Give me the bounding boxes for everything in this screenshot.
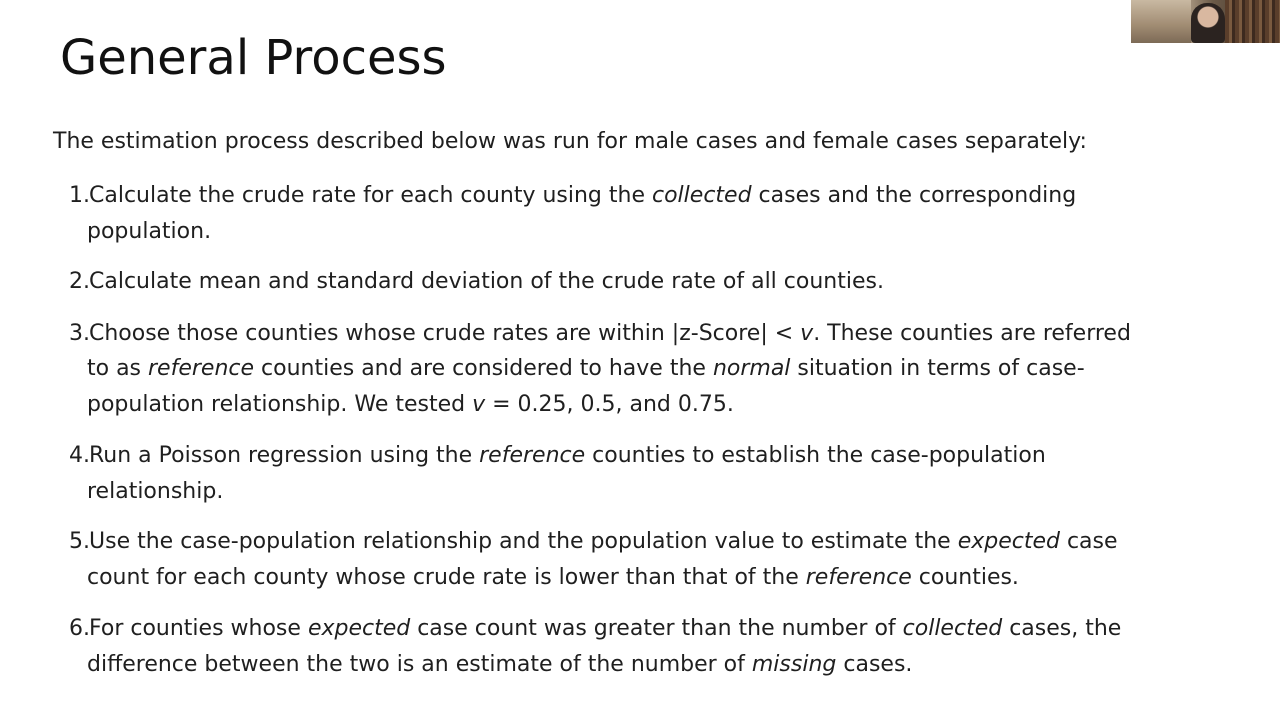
step-text xyxy=(89,264,1229,300)
step-line xyxy=(89,611,1229,647)
step-line xyxy=(89,438,1229,474)
text-run: Use the case-population relationship and the population value to estimate the xyxy=(89,529,958,554)
text-run: Run a Poisson regression using the xyxy=(89,443,480,468)
emphasis-text: reference xyxy=(479,443,586,468)
emphasis-text: v xyxy=(472,391,486,417)
step-line: relationship. xyxy=(87,478,224,504)
step-line xyxy=(87,647,1229,683)
text-run: counties to establish the case-population xyxy=(585,443,1046,468)
step-line: population. xyxy=(87,218,212,244)
step-number: 1. xyxy=(69,183,90,208)
step-number: 6. xyxy=(69,616,90,641)
emphasis-text: expected xyxy=(957,529,1060,554)
step-4 xyxy=(69,438,1229,509)
step-line xyxy=(89,178,1229,214)
step-line xyxy=(87,351,1229,387)
step-number: 2. xyxy=(69,269,90,294)
text-run: difference between the two is an estimate of the number of xyxy=(87,651,752,677)
text-run: For counties whose xyxy=(89,616,308,641)
webcam-background xyxy=(1131,0,1191,43)
step-2 xyxy=(69,264,1229,300)
text-run: = 0.25, 0.5, and 0.75. xyxy=(485,391,734,417)
step-line xyxy=(89,316,1229,352)
step-line: Calculate mean and standard deviation of the crude rate of all counties. xyxy=(89,269,884,294)
step-number: 5. xyxy=(69,529,90,554)
step-number: 4. xyxy=(69,443,90,468)
process-steps-list xyxy=(69,178,1229,682)
step-text xyxy=(89,316,1229,423)
text-run: . These counties are referred xyxy=(813,320,1131,346)
text-run: cases and the corresponding xyxy=(751,183,1077,208)
webcam-presenter xyxy=(1191,3,1225,43)
text-run: cases, the xyxy=(1002,616,1122,641)
step-number: 3. xyxy=(69,320,90,346)
webcam-thumbnail xyxy=(1131,0,1280,43)
emphasis-text: reference xyxy=(805,564,912,590)
text-run: to as xyxy=(87,356,149,381)
text-run: Calculate the crude rate for each county using the xyxy=(89,183,652,208)
step-text xyxy=(89,611,1229,682)
emphasis-text: expected xyxy=(307,616,411,641)
step-text xyxy=(89,438,1229,509)
emphasis-text: collected xyxy=(652,183,752,208)
step-line xyxy=(89,524,1229,560)
text-run: population relationship. We tested xyxy=(87,391,473,417)
text-run: count for each county whose crude rate is lower than that of the xyxy=(87,564,806,590)
emphasis-text: collected xyxy=(902,616,1003,641)
step-1 xyxy=(69,178,1229,249)
text-run: counties. xyxy=(911,564,1019,590)
emphasis-text: normal xyxy=(712,356,791,381)
text-run: case xyxy=(1059,529,1118,554)
step-3 xyxy=(69,316,1229,423)
step-text xyxy=(89,524,1229,595)
step-line xyxy=(87,560,1229,596)
text-run: counties and are considered to have the xyxy=(254,356,713,381)
emphasis-text: v xyxy=(800,320,814,346)
intro-text: The estimation process described below was run for male cases and female cases separately: xyxy=(53,129,1087,154)
step-text xyxy=(89,178,1229,249)
step-6 xyxy=(69,611,1229,682)
text-run: Choose those counties whose crude rates are within |z-Score| < xyxy=(89,320,801,346)
emphasis-text: reference xyxy=(148,356,255,381)
step-line xyxy=(87,387,1229,423)
slide-title: General Process xyxy=(60,30,447,86)
emphasis-text: missing xyxy=(751,651,837,677)
webcam-bookshelf xyxy=(1225,0,1280,43)
text-run: situation in terms of case- xyxy=(790,356,1085,381)
step-5 xyxy=(69,524,1229,595)
text-run: case count was greater than the number of xyxy=(410,616,903,641)
text-run: cases. xyxy=(836,651,913,677)
